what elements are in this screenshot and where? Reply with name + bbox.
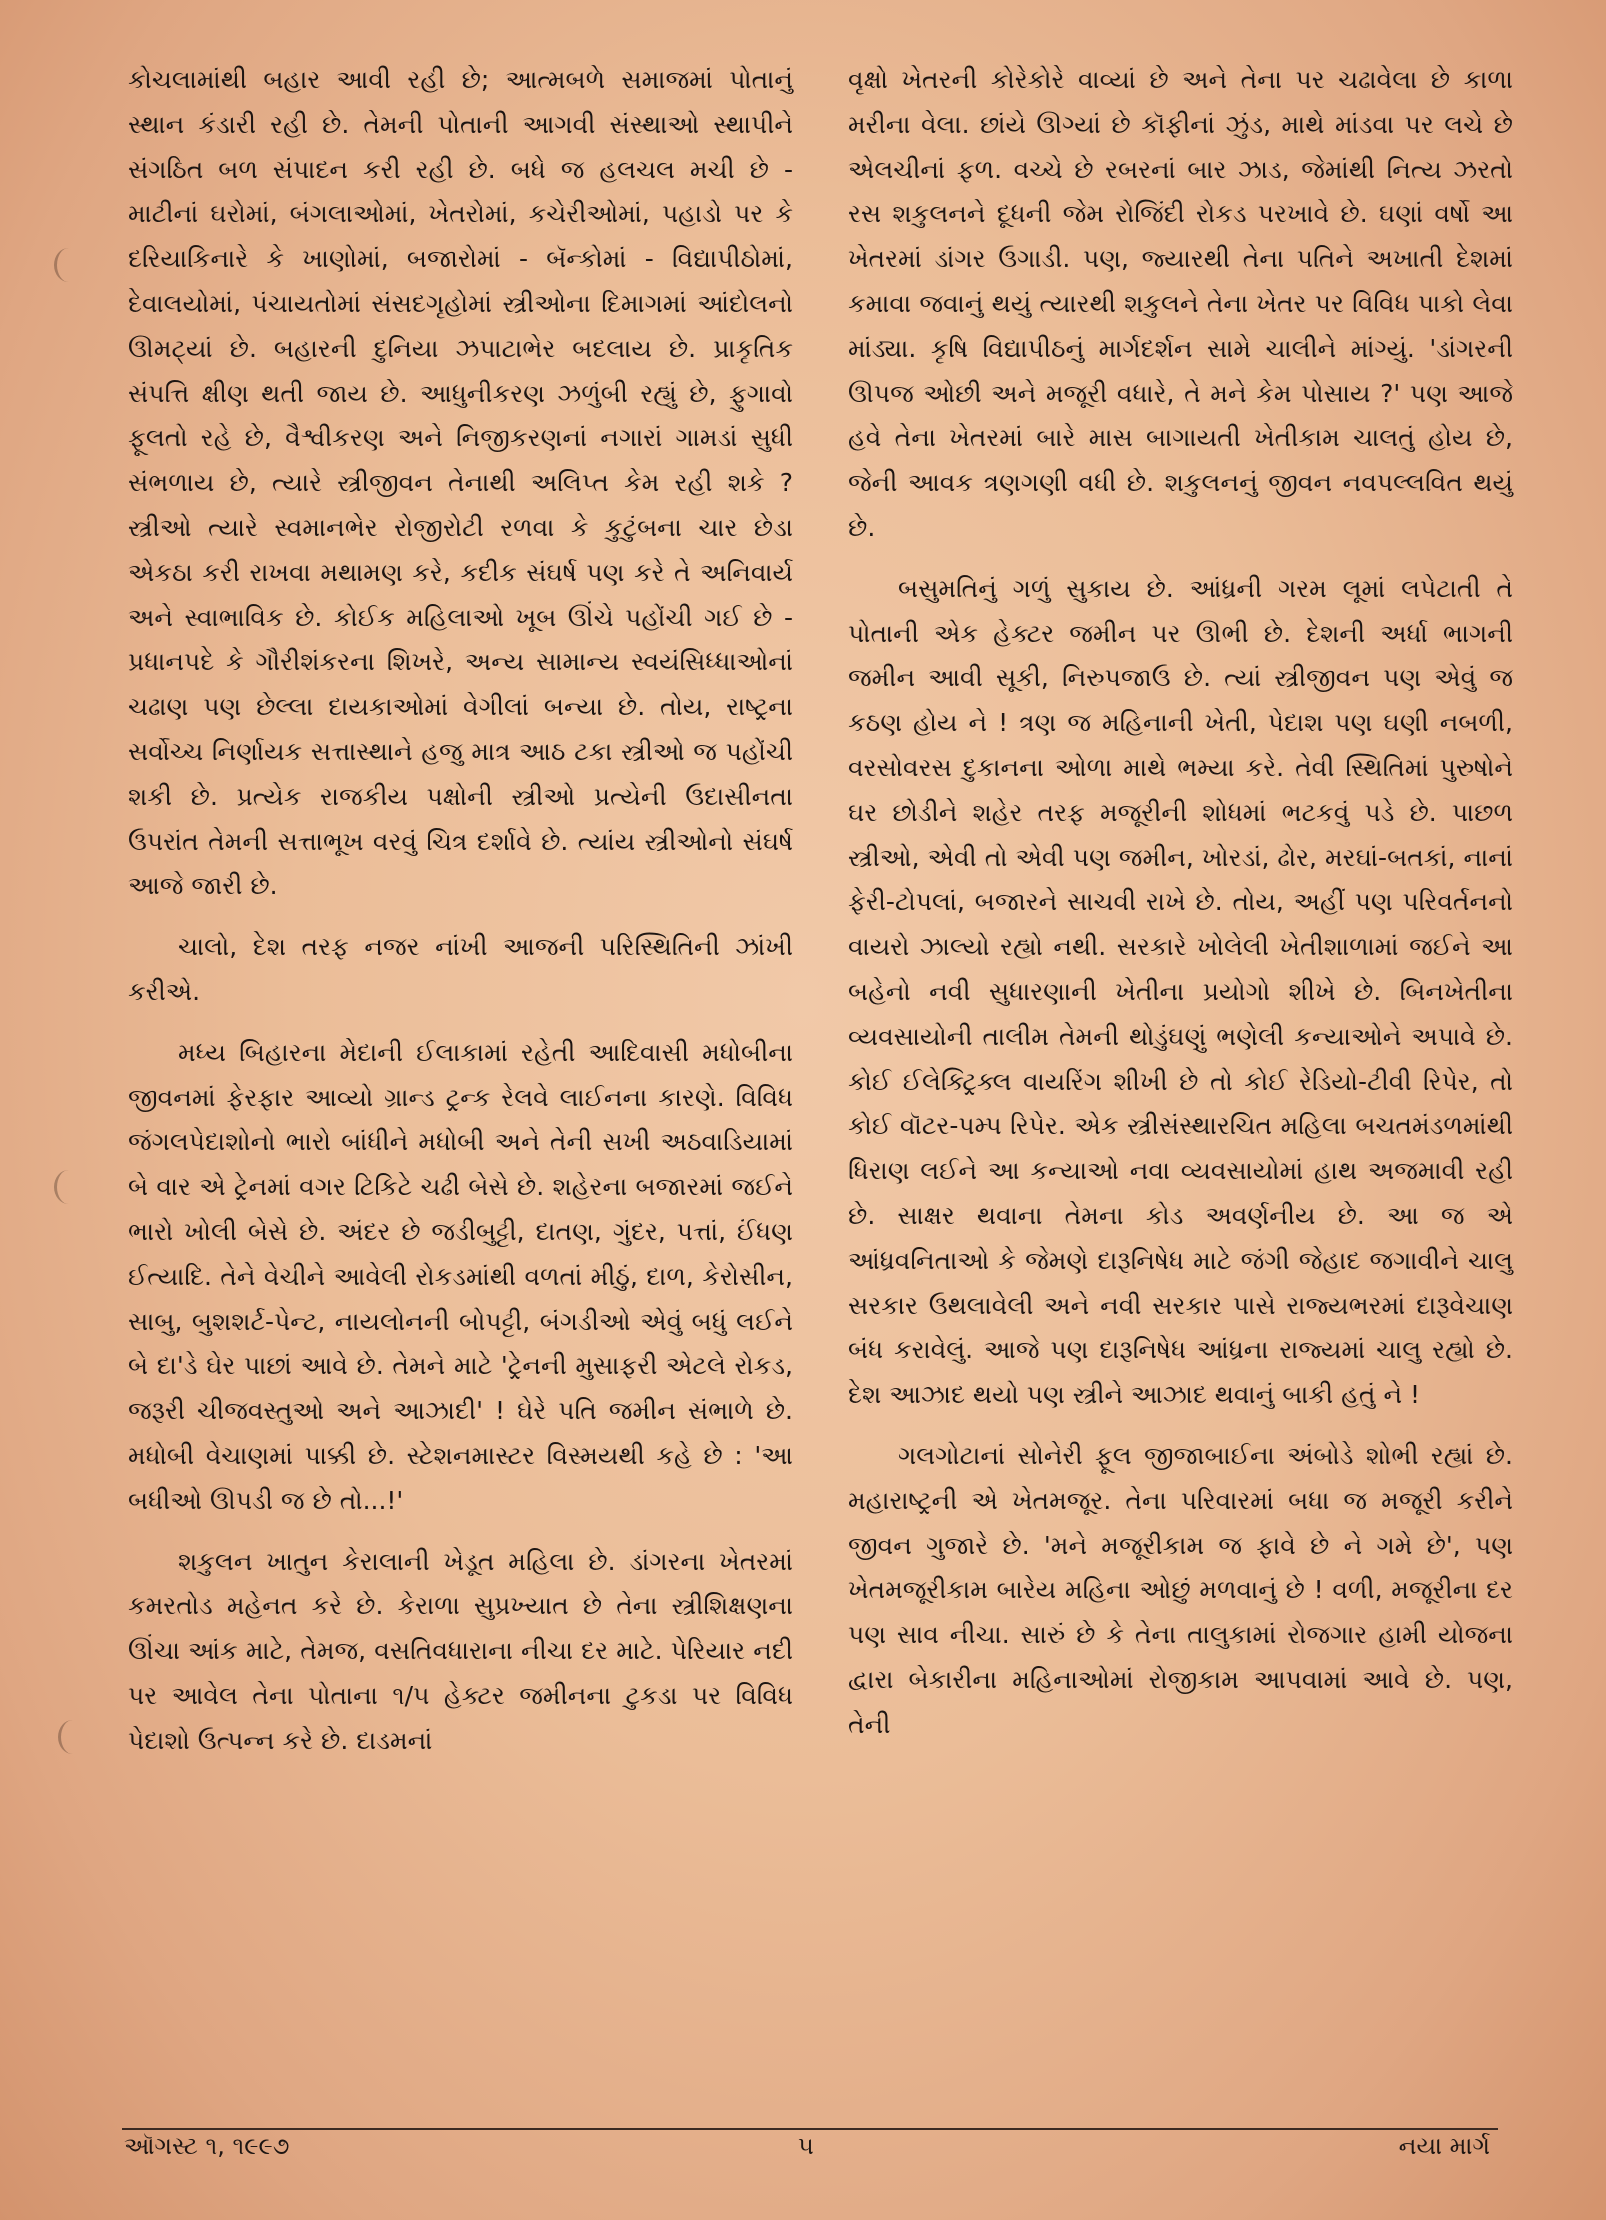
paragraph: શકુલન ખાતુન કેરાલાની ખેડૂત મહિલા છે. ડાંગરના ખેતરમાં કમરતોડ મહેનત કરે છે. કેરાળા સુપ્રખ્યાત છે તેના સ્ત્રીશિક્ષણના ઊંચા આંક માટે, તેમજ, વસતિવધારાના નીચા દર માટે. પેરિયાર નદી પર આવેલ તેના પોતાના ૧/૫ હેક્ટર જમીનના ટુકડા પર વિવિધ પેદાશો ઉત્પન્ન કરે છે. દાડમનાં bbox=[128, 1546, 793, 1755]
footer-date: ઑગસ્ટ ૧, ૧૯૯૭ bbox=[124, 2132, 290, 2160]
paragraph: મધ્ય બિહારના મેદાની ઈલાકામાં રહેતી આદિવાસી મધોબીના જીવનમાં ફેરફાર આવ્યો ગ્રાન્ડ ટ્રન્ક રેલવે લાઈનના કારણે. વિવિધ જંગલપેદાશોનો ભારો બાંધીને મધોબી અને તેની સખી અઠવાડિયામાં બે વાર એ ટ્રેનમાં વગર ટિકિટે ચઢી બેસે છે. શહેરના બજારમાં જઈને ભારો ખોલી બેસે છે. અંદર છે જડીબુટ્ટી, દાતણ, ગુંદર, પત્તાં, ઈંધણ ઈત્યાદિ. તેને વેચીને આવેલી રોકડમાંથી વળતાં મીઠું, દાળ, કેરોસીન, સાબુ, બુશશર્ટ-પેન્ટ, નાયલોનની બોપટ્ટી, બંગડીઓ એવું બધું લઈને બે દા'ડે ઘેર પાછાં આવે છે. તેમને માટે 'ટ્રેનની મુસાફરી એટલે રોકડ, જરૂરી ચીજવસ્તુઓ અને આઝાદી' ! ઘેરે પતિ જમીન સંભાળે છે. મધોબી વેચાણમાં પાક્કી છે. સ્ટેશનમાસ્ટર વિસ્મયથી કહે છે : 'આ બધીઓ ઊપડી જ છે તો...!' bbox=[128, 1037, 793, 1515]
magazine-name: નયા માર્ગ bbox=[1398, 2132, 1490, 2160]
right-column bbox=[848, 58, 1513, 1763]
page-tear-mark bbox=[54, 248, 83, 282]
paragraph: બસુમતિનું ગળું સુકાય છે. આંધ્રની ગરમ લૂમાં લપેટાતી તે પોતાની એક હેક્ટર જમીન પર ઊભી છે. દેશની અર્ધા ભાગની જમીન આવી સૂકી, નિરુપજાઉ છે. ત્યાં સ્ત્રીજીવન પણ એવું જ કઠણ હોય ને ! ત્રણ જ મહિનાની ખેતી, પેદાશ પણ ઘણી નબળી, વરસોવરસ દુકાનના ઓળા માથે ભમ્યા કરે. તેવી સ્થિતિમાં પુરુષોને ઘર છોડીને શહેર તરફ મજૂરીની શોધમાં ભટકવું પડે છે. પાછળ સ્ત્રીઓ, એવી તો એવી પણ જમીન, ખોરડાં, ઢોર, મરઘાં-બતકાં, નાનાં ફેરી-ટોપલાં, બજારને સાચવી રાખે છે. તોય, અહીં પણ પરિવર્તનનો વાયરો ઝાલ્યો રહ્યો નથી. સરકારે ખોલેલી ખેતીશાળામાં જઈને આ બહેનો નવી સુધારણાની ખેતીના પ્રયોગો શીખે છે. બિનખેતીના વ્યવસાયોની તાલીમ તેમની થોડુંઘણું ભણેલી કન્યાઓને અપાવે છે. કોઈ ઈલેક્ટ્રિક્લ વાયરિંગ શીખી છે તો કોઈ રેડિયો-ટીવી રિપેર, તો કોઈ વૉટર-પમ્પ રિપેર. એક સ્ત્રીસંસ્થારચિત મહિલા બચતમંડળમાંથી ધિરાણ લઈને આ કન્યાઓ નવા વ્યવસાયોમાં હાથ અજમાવી રહી છે. સાક્ષર થવાના તેમના કોડ અવર્ણનીય છે. આ જ એ આંધ્રવનિતાઓ કે જેમણે દારૂનિષેધ માટે જંગી જેહાદ જગાવીને ચાલુ સરકાર ઉથલાવેલી અને નવી સરકાર પાસે રાજ્યભરમાં દારૂવેચાણ બંધ કરાવેલું. આજે પણ દારૂનિષેધ આંધ્રના રાજ્યમાં ચાલુ રહ્યો છે. દેશ આઝાદ થયો પણ સ્ત્રીને આઝાદ થવાનું બાકી હતું ને ! bbox=[848, 573, 1513, 1410]
page-tear-mark bbox=[54, 1170, 83, 1204]
footer-divider bbox=[122, 2128, 1498, 2130]
page-number: ૫ bbox=[798, 2132, 814, 2160]
paragraph: ચાલો, દેશ તરફ નજર નાંખી આજની પરિસ્થિતિની ઝાંખી કરીએ. bbox=[128, 932, 793, 1006]
left-column bbox=[128, 58, 793, 1779]
paragraph: કોચલામાંથી બહાર આવી રહી છે; આત્મબળે સમાજમાં પોતાનું સ્થાન કંડારી રહી છે. તેમની પોતાની આગવી સંસ્થાઓ સ્થાપીને સંગઠિત બળ સંપાદન કરી રહી છે. બધે જ હલચલ મચી છે - માટીનાં ઘરોમાં, બંગલાઓમાં, ખેતરોમાં, કચેરીઓમાં, પહાડો પર કે દરિયાકિનારે કે ખાણોમાં, બજારોમાં - બૅન્કોમાં - વિદ્યાપીઠોમાં, દેવાલયોમાં, પંચાયતોમાં સંસદગૃહોમાં સ્ત્રીઓના દિમાગમાં આંદોલનો ઊમટ્યાં છે. બહારની દુનિયા ઝપાટાભેર બદલાય છે. પ્રાકૃતિક સંપત્તિ ક્ષીણ થતી જાય છે. આધુનીકરણ ઝળુંબી રહ્યું છે, ફુગાવો ફૂલતો રહે છે, વૈશ્વીકરણ અને નિજીકરણનાં નગારાં ગામડાં સુધી સંભળાય છે, ત્યારે સ્ત્રીજીવન તેનાથી અલિપ્ત કેમ રહી શકે ? સ્ત્રીઓ ત્યારે સ્વમાનભેર રોજીરોટી રળવા કે કુટુંબના ચાર છેડા એકઠા કરી રાખવા મથામણ કરે, કદીક સંઘર્ષ પણ કરે તે અનિવાર્ય અને સ્વાભાવિક છે. કોઈક મહિલાઓ ખૂબ ઊંચે પહોંચી ગઈ છે - પ્રધાનપદે કે ગૌરીશંકરના શિખરે, અન્ય સામાન્ય સ્વયંસિધ્ધાઓનાં ચઢાણ પણ છેલ્લા દાયકાઓમાં વેગીલાં બન્યા છે. તોય, રાષ્ટ્રના સર્વોચ્ચ નિર્ણાયક સત્તાસ્થાને હજુ માત્ર આઠ ટકા સ્ત્રીઓ જ પહોંચી શકી છે. પ્રત્યેક રાજકીય પક્ષોની સ્ત્રીઓ પ્રત્યેની ઉદાસીનતા ઉપરાંત તેમની સત્તાભૂખ વરવું ચિત્ર દર્શાવે છે. ત્યાંય સ્ત્રીઓનો સંઘર્ષ આજે જારી છે. bbox=[128, 65, 793, 901]
page-tear-mark bbox=[58, 1720, 87, 1754]
paragraph: ગલગોટાનાં સોનેરી ફૂલ જીજાબાઈના અંબોડે શોભી રહ્યાં છે. મહારાષ્ટ્રની એ ખેતમજૂર. તેના પરિવારમાં બધા જ મજૂરી કરીને જીવન ગુજારે છે. 'મને મજૂરીકામ જ ફાવે છે ને ગમે છે', પણ ખેતમજૂરીકામ બારેય મહિના ઓછું મળવાનું છે ! વળી, મજૂરીના દર પણ સાવ નીચા. સારું છે કે તેના તાલુકામાં રોજગાર હામી યોજના દ્વારા બેકારીના મહિનાઓમાં રોજીકામ આપવામાં આવે છે. પણ, તેની bbox=[848, 1440, 1513, 1739]
paragraph: વૃક્ષો ખેતરની કોરેકોરે વાવ્યાં છે અને તેના પર ચઢાવેલા છે કાળા મરીના વેલા. છાંયે ઊગ્યાં છે કૉફીનાં ઝુંડ, માથે માંડવા પર લચે છે એલચીનાં ફળ. વચ્ચે છે રબરનાં બાર ઝાડ, જેમાંથી નિત્ય ઝરતો રસ શકુલનને દૂધની જેમ રોજિંદી રોકડ પરખાવે છે. ઘણાં વર્ષો આ ખેતરમાં ડાંગર ઉગાડી. પણ, જ્યારથી તેના પતિને અખાતી દેશમાં કમાવા જવાનું થયું ત્યારથી શકુલને તેના ખેતર પર વિવિધ પાકો લેવા માંડ્યા. કૃષિ વિદ્યાપીઠનું માર્ગદર્શન સામે ચાલીને માંગ્યું. 'ડાંગરની ઊપજ ઓછી અને મજૂરી વધારે, તે મને કેમ પોસાય ?' પણ આજે હવે તેના ખેતરમાં બારે માસ બાગાયતી ખેતીકામ ચાલતું હોય છે, જેની આવક ત્રણગણી વધી છે. શકુલનનું જીવન નવપલ્લવિત થયું છે. bbox=[848, 65, 1513, 542]
